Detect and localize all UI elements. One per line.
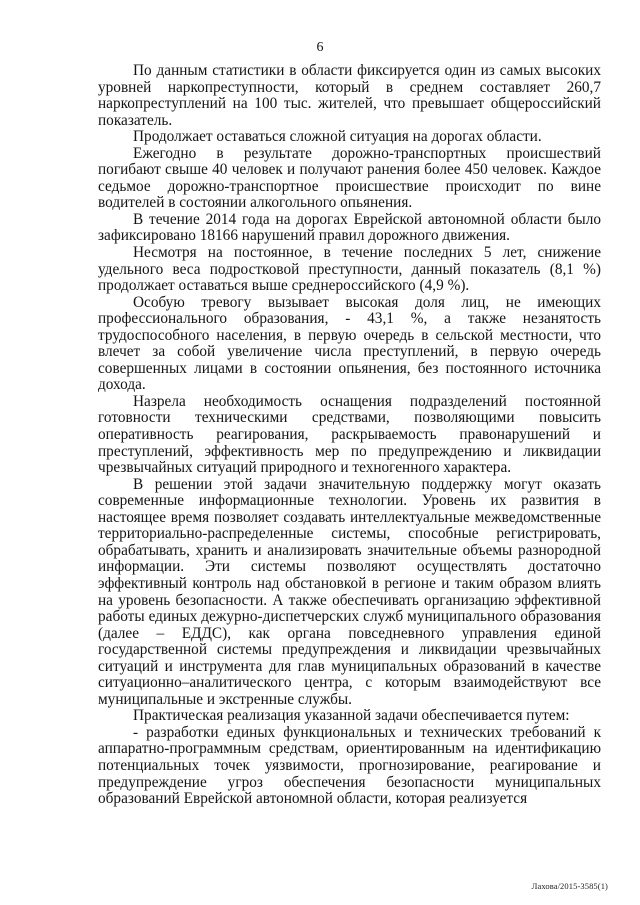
- document-body: [98, 63, 601, 808]
- paragraph-practical-implementation: Практическая реализация указанной задачи обеспечивается путем:: [133, 707, 570, 725]
- paragraph-road-situation: Продолжает оставаться сложной ситуация на дорогах области.: [133, 128, 542, 146]
- paragraph-information-technologies: В решении этой задачи значительную поддержку могут оказать современные информационные технологии. Уровень их развития в настоящее время позволяет создавать интеллектуальные межведомственные территориально-распределенные системы, способные регистрировать, обрабатывать, хранить и анализировать значительные объемы разнородной информации. Эти системы позволяют осуществлять достаточно эффективный контроль над обстановкой в регионе и таким образом влиять на уровень безопасности. А также обеспечивать организацию эффективной работы единых дежурно-диспетчерских служб муниципального образования (далее – ЕДДС), как органа повседневного управления единой государственной системы предупреждения и ликвидации чрезвычайных ситуаций и инструмента для глав муниципальных образований в качестве ситуационно–аналитического центра, с которым взаимодействуют все муниципальные и экстренные службы.: [98, 475, 601, 708]
- paragraph-unemployment-concern: Особую тревогу вызывает высокая доля лиц, не имеющих профессионального образования, - 43,1 %, а также незанятость трудоспособного населения, в первую очередь в сельской местности, что влечет за собой увеличение числа преступлений, в первую очередь совершенных лицами в состоянии опьянения, без постоянного источника дохода.: [98, 293, 601, 394]
- page-number: 6: [316, 40, 324, 55]
- paragraph-juvenile-crime: Несмотря на постоянное, в течение последних 5 лет, снижение удельного веса подростковой преступности, данный показатель (8,1 %) продолжает оставаться выше среднероссийского (4,9 %).: [98, 244, 601, 295]
- paragraph-requirements-list-item: - разработки единых функциональных и технических требований к аппаратно-программным средствам, ориентированным на идентификацию потенциальных точек уязвимости, прогнозирование, реагирование и предупреждение угроз обеспечения безопасности муниципальных образований Еврейской автономной области, которая реализуется: [98, 723, 601, 808]
- paragraph-equipment-need: Назрела необходимость оснащения подразделений постоянной готовности техническими средствами, позволяющими повысить оперативность реагирования, раскрываемость правонарушений и преступлений, эффективность мер по предупреждению и ликвидации чрезвычайных ситуаций природного и техногенного характера.: [98, 392, 601, 477]
- paragraph-traffic-violations-2014: В течение 2014 года на дорогах Еврейской автономной области было зафиксировано 18166 нарушений правил дорожного движения.: [98, 210, 601, 245]
- document-footer-code: Лахова/2015-3585(1): [531, 881, 608, 891]
- paragraph-road-accidents: Ежегодно в результате дорожно-транспортных происшествий погибают свыше 40 человек и получают ранения более 450 человек. Каждое седьмое дорожно-транспортное происшествие происходит по вине водителей в состоянии алкогольного опьянения.: [98, 144, 601, 212]
- paragraph-drug-crime-statistics: По данным статистики в области фиксируется один из самых высоких уровней наркопреступности, который в среднем составляет 260,7 наркопреступлений на 100 тыс. жителей, что превышает общероссийский показатель.: [98, 62, 601, 129]
